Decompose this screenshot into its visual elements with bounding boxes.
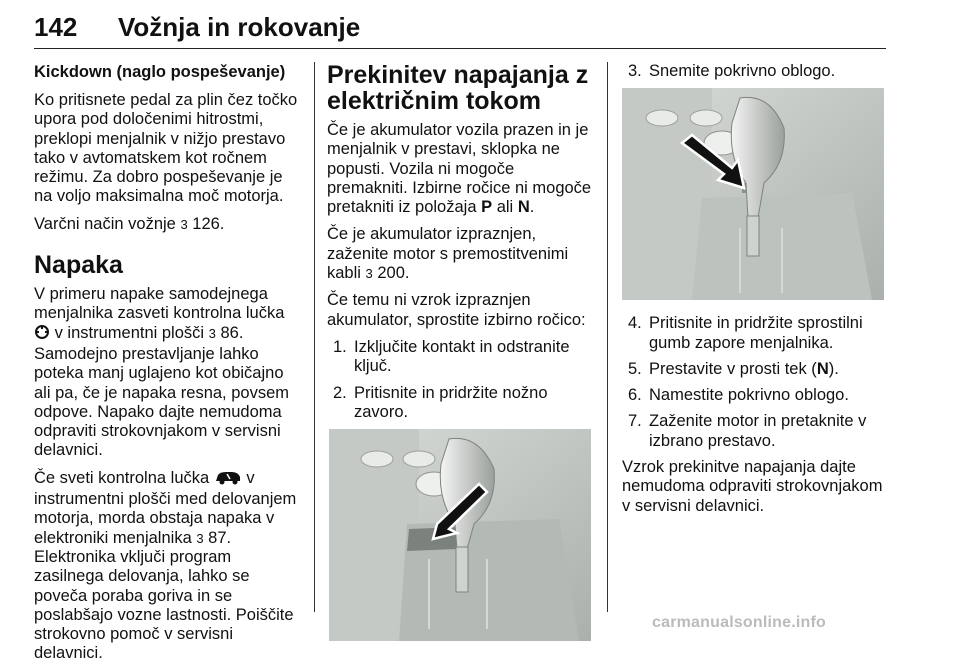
step-number: 4. (628, 314, 642, 333)
gear-lever-release-illustration (622, 88, 884, 300)
list-item (327, 338, 595, 377)
steps-list (622, 314, 886, 451)
chapter-title: Vožnja in rokovanje (118, 12, 361, 42)
step-number: 7. (628, 412, 642, 431)
step-text: Snemite pokrivno oblogo. (649, 62, 836, 80)
step-text: Pritisnite in pridržite sprostilni gumb zapore menjalnika. (649, 314, 863, 352)
fault-text: v instrumentni plošči med delovanjem motorja, morda obstaja napaka v elektroniki menjalnika (34, 468, 297, 547)
list-item (622, 314, 886, 353)
power-paragraph-3: Če temu ni vzrok izpraznjen akumulator, sprostite izbirno ročico: (327, 291, 586, 329)
steps-list (622, 62, 886, 81)
kickdown-heading: Kickdown (naglo pospeševanje) (34, 63, 286, 81)
column-divider (607, 62, 608, 612)
column-divider (314, 62, 315, 612)
body-text: Če je akumulator izpraznjen, zaženite motor s premostitvenimi kabli (327, 225, 569, 283)
step-number: 5. (628, 359, 642, 378)
column-3 (622, 62, 886, 524)
fault-text: Samodejno prestavljanje lahko poteka manj uglajeno kot običajno ali pa, če je napaka resna, povsem odpove. Napako dajte nemudoma odpraviti strokovnjakom v servisni delavnici. (34, 344, 289, 460)
watermark: carmanualsonline.info (652, 614, 827, 631)
page-ref-arrow-icon: 3 (180, 216, 188, 232)
power-interruption-heading: Prekinitev napajanja z električnim tokom (327, 61, 589, 115)
kickdown-paragraph: Ko pritisnete pedal za plin čez točko upora pod določenimi hitrostmi, preklopi menjalnik v nižjo prestavo tako v avtomatskem kot ročnem režimu. Za dobro pospeševanje je na voljo maksimalna moč motorja. (34, 91, 298, 206)
car-wrench-icon (214, 469, 242, 490)
step-text: Namestite pokrivno oblogo. (649, 386, 849, 405)
fault-ref[interactable]: 86. (220, 323, 244, 342)
fault-text: v instrumentni plošči (54, 323, 205, 342)
eco-ref[interactable]: 126. (192, 214, 225, 233)
fault-paragraph-1 (34, 285, 302, 461)
gear-n: N (816, 359, 829, 378)
list-item (622, 62, 886, 81)
page-ref-arrow-icon: 3 (196, 530, 204, 546)
body-text: Če je akumulator vozila prazen in je menjalnik v prestavi, sklopka ne popusti. Vozila ni mogoče premakniti. Izbirne ročice ni mogoče pretakniti iz položaja (327, 121, 592, 217)
list-item (622, 360, 886, 379)
fault-paragraph-2 (34, 469, 302, 664)
body-text: ali (496, 198, 514, 217)
step-text: Zaženite motor in pretaknite v izbrano prestavo. (649, 412, 867, 450)
list-item (622, 386, 886, 405)
step-number: 6. (628, 386, 642, 405)
power-paragraph-1 (327, 121, 595, 217)
eco-paragraph (34, 215, 302, 234)
steps-list (327, 338, 595, 422)
column-1 (34, 62, 302, 672)
step-text: Pritisnite in pridržite nožno zavoro. (354, 383, 548, 421)
final-paragraph: Vzrok prekinitve napajanja dajte nemudoma odpraviti strokovnjakom v servisni delavnici. (622, 458, 883, 515)
jump-start-ref[interactable]: 200. (377, 264, 410, 283)
page-number: 142 (34, 12, 78, 42)
fault-ref[interactable]: 87. (208, 528, 232, 547)
eco-text: Varčni način vožnje (34, 214, 176, 233)
fault-text: Če sveti kontrolna lučka (34, 468, 210, 487)
list-item (622, 412, 886, 451)
step-number: 2. (333, 383, 347, 402)
step-number: 3. (628, 62, 642, 80)
fault-text: V primeru napake samodejnega menjalnika zasveti kontrolna lučka (34, 285, 285, 323)
step-number: 1. (333, 337, 347, 356)
step-text: Izključite kontakt in odstranite ključ. (354, 337, 570, 376)
transmission-warning-icon (34, 324, 50, 345)
gear-p: P (481, 198, 493, 217)
list-item (327, 384, 595, 423)
page-header (34, 8, 886, 49)
page-ref-arrow-icon: 3 (365, 266, 373, 282)
gear-lever-cover-illustration (329, 429, 591, 641)
column-2 (327, 62, 595, 651)
body-text: . (529, 198, 535, 217)
fault-heading: Napaka (34, 251, 123, 280)
power-paragraph-2 (327, 225, 595, 283)
page-ref-arrow-icon: 3 (208, 325, 216, 341)
gear-n: N (517, 198, 530, 217)
step-text: Prestavite v prosti tek ( (649, 359, 817, 378)
fault-text: Elektronika vključi program zasilnega delovanja, lahko se poveča poraba goriva in se poslabšajo vozne lastnosti. Poiščite strokovno pomoč v servisni delavnici. (34, 547, 294, 663)
step-text: ). (828, 359, 839, 378)
